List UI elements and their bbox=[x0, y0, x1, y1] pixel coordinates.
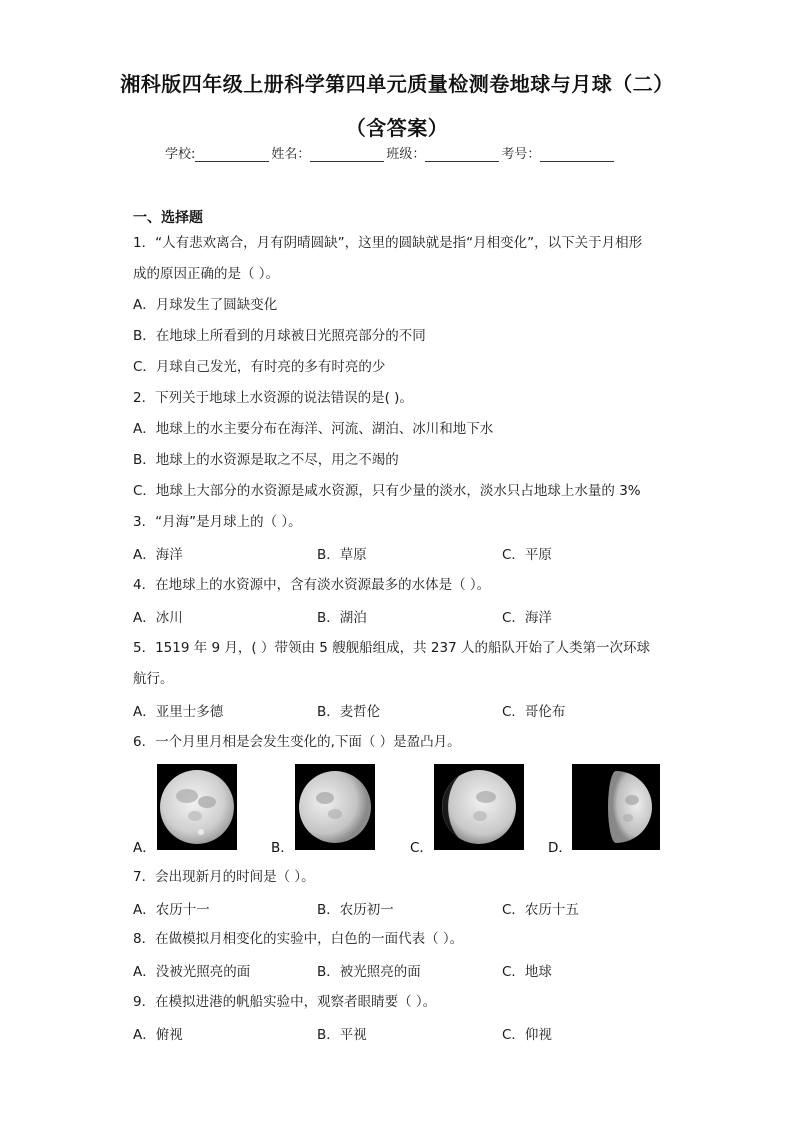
student-info bbox=[165, 143, 616, 162]
section-title: 一、选择题 bbox=[133, 210, 203, 226]
q1-stem-line1: 1．“人有悲欢离合，月有阴晴圆缺”，这里的圆缺就是指“月相变化”，以下关于月相形 bbox=[133, 235, 643, 251]
q7-option-a[interactable]: A．农历十一 bbox=[133, 902, 210, 918]
q3-option-a[interactable]: A．海洋 bbox=[133, 547, 183, 563]
doc-title-line1: 湘科版四年级上册科学第四单元质量检测卷地球与月球（二） bbox=[120, 72, 674, 96]
class-label: 班级： bbox=[386, 147, 426, 162]
q4-option-a[interactable]: A．冰川 bbox=[133, 610, 183, 626]
q8-stem: 8．在做模拟月相变化的实验中，白色的一面代表（ ）。 bbox=[133, 931, 464, 947]
q4-option-c[interactable]: C．海洋 bbox=[502, 610, 552, 626]
q9-option-a[interactable]: A．俯视 bbox=[133, 1027, 183, 1043]
q9-option-c[interactable]: C．仰视 bbox=[502, 1027, 552, 1043]
q6-option-a[interactable]: A． bbox=[133, 840, 156, 856]
school-label: 学校: bbox=[165, 147, 196, 162]
q3-stem: 3．“月海”是月球上的（ ）。 bbox=[133, 514, 302, 530]
q7-option-b[interactable]: B．农历初一 bbox=[317, 902, 394, 918]
q1-option-b[interactable]: B．在地球上所看到的月球被日光照亮部分的不同 bbox=[133, 328, 426, 344]
q9-stem: 9．在模拟进港的帆船实验中，观察者眼睛要（ ）。 bbox=[133, 994, 437, 1010]
q7-stem: 7．会出现新月的时间是（ ）。 bbox=[133, 869, 315, 885]
moon-first-quarter-image[interactable] bbox=[572, 764, 660, 850]
q6-stem: 6．一个月里月相是会发生变化的,下面（ ）是盈凸月。 bbox=[133, 734, 461, 750]
school-field[interactable] bbox=[195, 147, 269, 162]
q3-option-b[interactable]: B．草原 bbox=[317, 547, 367, 563]
q1-option-a[interactable]: A．月球发生了圆缺变化 bbox=[133, 297, 278, 313]
q4-option-b[interactable]: B．湖泊 bbox=[317, 610, 367, 626]
moon-waning-gibbous-image[interactable] bbox=[295, 764, 375, 850]
q3-option-c[interactable]: C．平原 bbox=[502, 547, 552, 563]
q6-option-b[interactable]: B． bbox=[271, 840, 294, 856]
q7-option-c[interactable]: C．农历十五 bbox=[502, 902, 579, 918]
moon-full-image[interactable] bbox=[157, 764, 237, 850]
q1-option-c[interactable]: C．月球自己发光，有时亮的多有时亮的少 bbox=[133, 359, 386, 375]
q5-stem-line2: 航行。 bbox=[133, 671, 174, 687]
exam-no-field[interactable] bbox=[540, 147, 614, 162]
q6-option-d[interactable]: D． bbox=[548, 840, 572, 856]
q1-stem-line2: 成的原因正确的是（ ）。 bbox=[133, 266, 280, 282]
q2-option-a[interactable]: A．地球上的水主要分布在海洋、河流、湖泊、冰川和地下水 bbox=[133, 421, 494, 437]
q8-option-c[interactable]: C．地球 bbox=[502, 964, 552, 980]
q8-option-b[interactable]: B．被光照亮的面 bbox=[317, 964, 421, 980]
q5-stem-line1: 5．1519 年 9 月，( ）带领由 5 艘舰船组成，共 237 人的船队开始了人类第一次环球 bbox=[133, 640, 650, 656]
q2-stem: 2．下列关于地球上水资源的说法错误的是( )。 bbox=[133, 390, 413, 406]
q6-option-c[interactable]: C． bbox=[410, 840, 433, 856]
name-field[interactable] bbox=[310, 147, 384, 162]
doc-title-line2: （含答案） bbox=[345, 116, 449, 140]
q2-option-b[interactable]: B．地球上的水资源是取之不尽，用之不竭的 bbox=[133, 452, 399, 468]
q5-option-c[interactable]: C．哥伦布 bbox=[502, 704, 566, 720]
q4-stem: 4．在地球上的水资源中，含有淡水资源最多的水体是（ ）。 bbox=[133, 577, 491, 593]
q5-option-a[interactable]: A．亚里士多德 bbox=[133, 704, 224, 720]
q9-option-b[interactable]: B．平视 bbox=[317, 1027, 367, 1043]
class-field[interactable] bbox=[425, 147, 499, 162]
q5-option-b[interactable]: B．麦哲伦 bbox=[317, 704, 381, 720]
q8-option-a[interactable]: A．没被光照亮的面 bbox=[133, 964, 251, 980]
moon-waxing-gibbous-image[interactable] bbox=[434, 764, 524, 850]
name-label: 姓名： bbox=[271, 147, 311, 162]
q2-option-c[interactable]: C．地球上大部分的水资源是咸水资源，只有少量的淡水，淡水只占地球上水量的 3% bbox=[133, 483, 641, 499]
exam-no-label: 考号： bbox=[501, 147, 541, 162]
